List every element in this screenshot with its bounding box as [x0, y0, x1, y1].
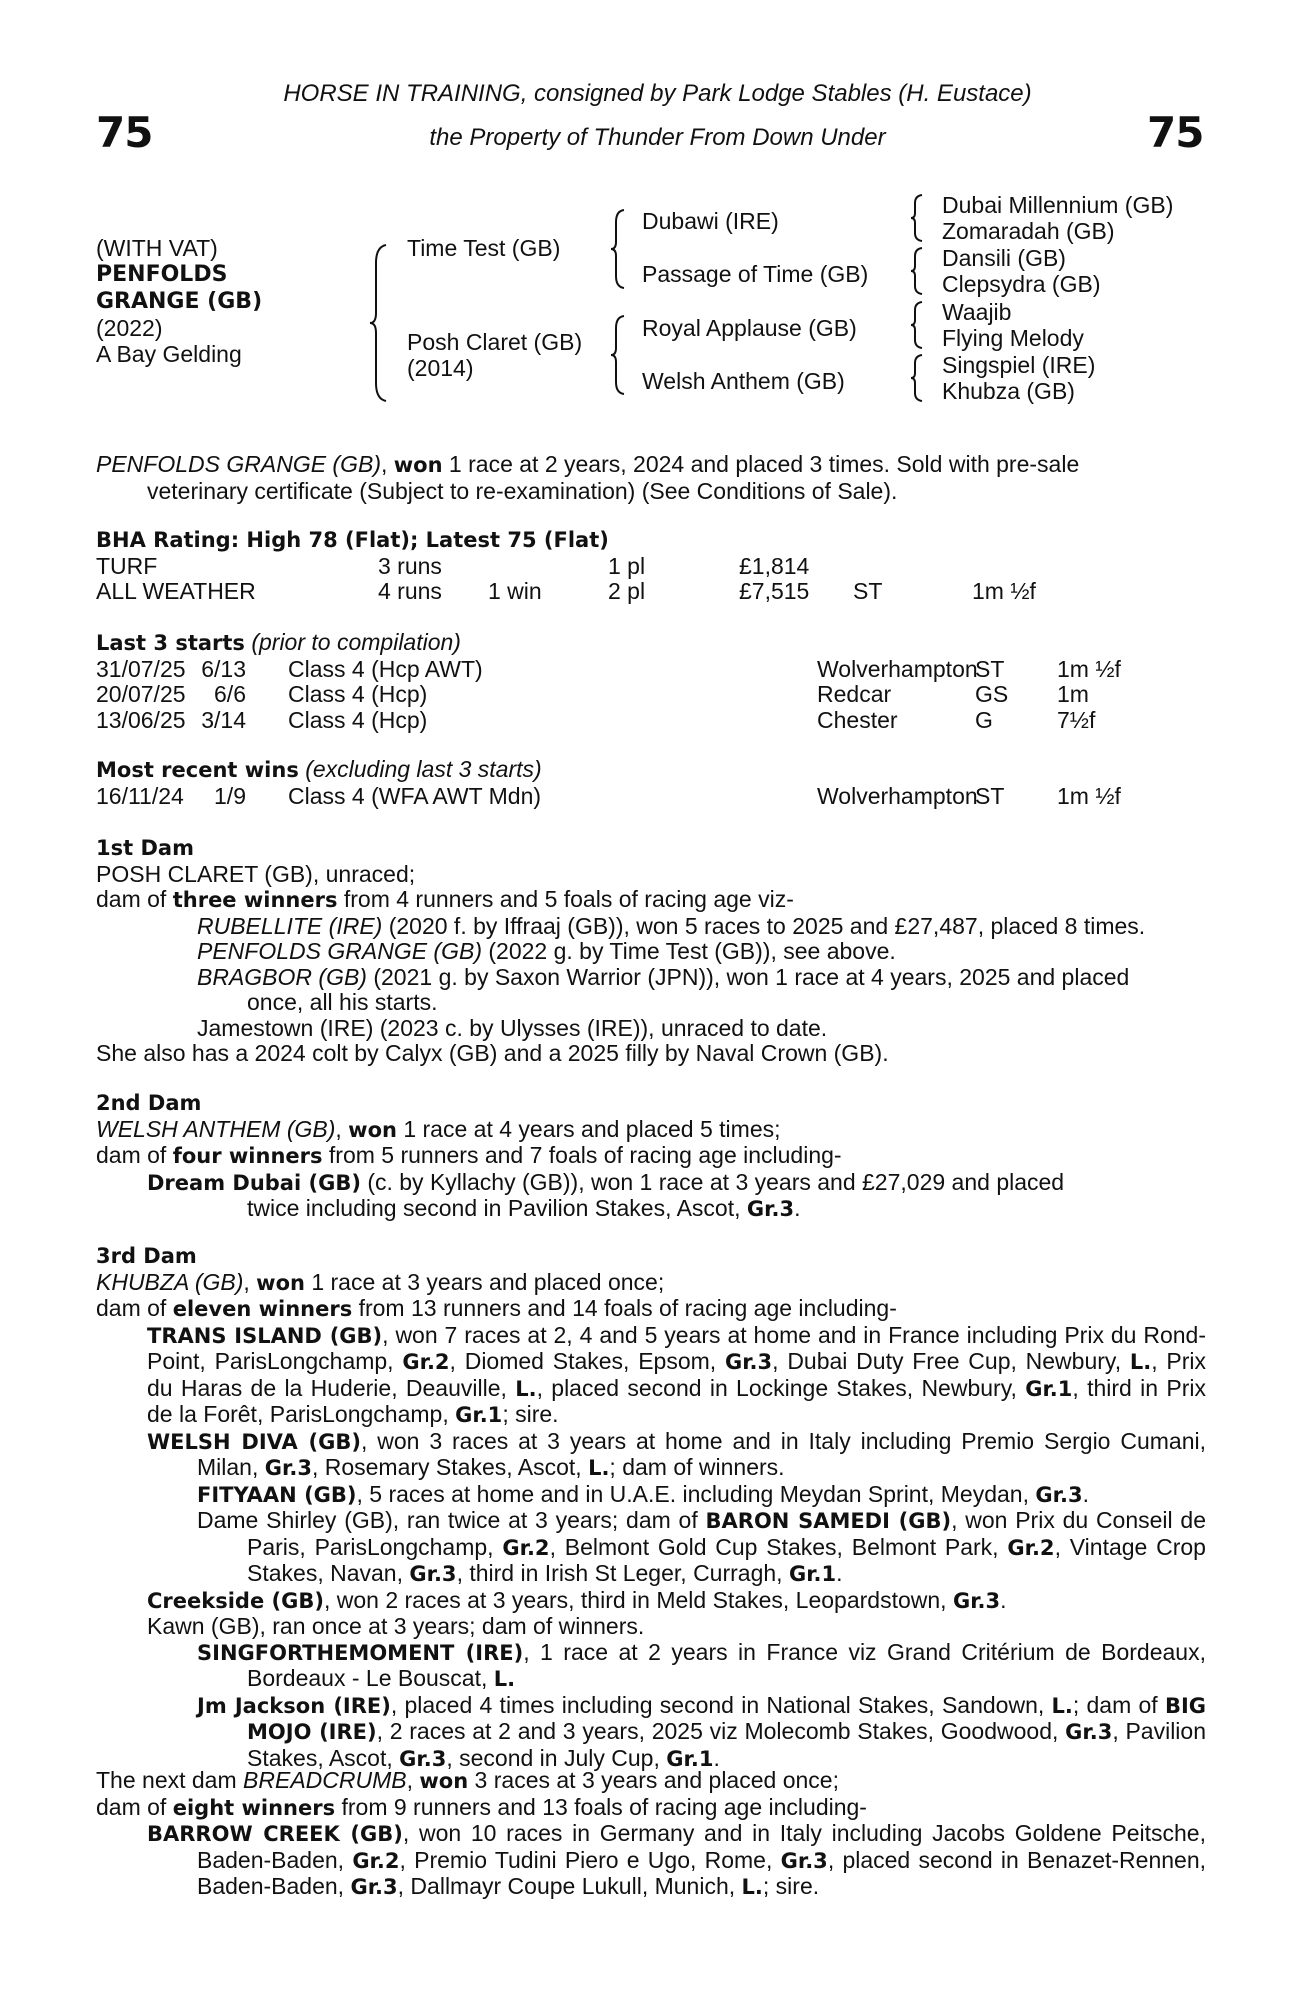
grade-label: L.	[1051, 1693, 1073, 1718]
winners-count: three winners	[172, 888, 338, 912]
progeny-text: , Rosemary Stakes, Ascot,	[311, 1454, 589, 1480]
progeny-trans-island	[96, 1323, 1206, 1429]
pedigree-brace-g4-2	[910, 246, 926, 296]
rating-surface: TURF	[96, 552, 158, 579]
progeny-text: , Premio Tudini Piero e Ugo, Rome,	[399, 1846, 781, 1873]
rating-runs: 4 runs	[378, 578, 442, 604]
dam-of-text: from 5 runners and 7 foals of racing age including-	[322, 1142, 842, 1168]
progeny-text: ; sire.	[762, 1873, 820, 1899]
progeny-name: BARROW CREEK (GB)	[147, 1822, 403, 1846]
first-dam-section	[96, 836, 1206, 1067]
progeny-jm-jackson	[96, 1693, 1206, 1773]
last-starts-section	[96, 630, 1206, 733]
progeny-text: (2020 f. by Iffraaj (GB)), won 5 races to 2025 and £27,487, placed 8 times.	[382, 912, 1146, 939]
progeny-text: ; dam of	[1072, 1691, 1165, 1718]
grade-label: Gr.3	[746, 1197, 795, 1221]
grade-label: Gr.3	[1035, 1482, 1083, 1507]
pedigree-brace-dam	[610, 314, 628, 396]
start-course: Redcar	[817, 681, 892, 707]
progeny-text: Dame Shirley (GB), ran twice at 3 years; dam of	[197, 1507, 706, 1533]
horse-name-line1: PENFOLDS	[96, 262, 228, 287]
start-distance: 1m ½f	[1057, 655, 1121, 682]
progeny-name: TRANS ISLAND (GB)	[147, 1323, 383, 1348]
progeny-text: , 5 races at home and in U.A.E. including Meydan Sprint, Meydan,	[356, 1480, 1036, 1507]
progeny-name: BARON SAMEDI (GB)	[705, 1509, 952, 1533]
progeny-text: , Dallmayr Coupe Lukull, Munich,	[397, 1873, 742, 1899]
punctuation: .	[713, 1744, 720, 1771]
progeny-text-cont: twice including second in Pavilion Stakes, Ascot,	[247, 1195, 747, 1221]
punctuation: .	[1082, 1480, 1089, 1507]
progeny-text: , won 2 races at 3 years, third in Meld Stakes, Leopardstown,	[323, 1586, 953, 1613]
first-dam-heading: 1st Dam	[96, 836, 194, 860]
start-race: Class 4 (Hcp)	[288, 681, 428, 707]
grade-label: L.	[588, 1456, 610, 1480]
win-date: 16/11/24	[96, 782, 184, 809]
rating-section	[96, 528, 1206, 605]
pedigree-sire-dam: Passage of Time (GB)	[642, 261, 869, 287]
progeny-text: , placed second in Benazet-Rennen, Baden-Baden,	[197, 1846, 1207, 1899]
start-position: 6/13	[201, 655, 246, 682]
progeny-text: , won 10 races in Germany and in Italy including Jacobs Goldene Peitsche, Baden-Baden,	[197, 1820, 1206, 1873]
third-dam-heading: 3rd Dam	[96, 1244, 197, 1268]
pedigree-dam: Posh Claret (GB)	[407, 329, 583, 355]
rating-prize: £1,814	[739, 552, 810, 579]
punctuation: .	[1000, 1586, 1007, 1613]
recent-wins-note: (excluding last 3 starts)	[305, 756, 542, 782]
recent-wins-section	[96, 757, 1206, 809]
progeny-text: , Vintage Crop Stakes, Navan,	[247, 1533, 1206, 1586]
grade-label: Gr.3	[409, 1562, 457, 1586]
progeny-text: , 1 race at 2 years in France viz Grand Critérium de Bordeaux, Bordeaux - Le Bouscat,	[247, 1638, 1206, 1691]
progeny-barrow-creek	[96, 1821, 1206, 1901]
progeny-text: ; dam of winners.	[609, 1454, 785, 1480]
progeny-text: , third in Irish St Leger, Curragh,	[456, 1560, 789, 1586]
win-position: 1/9	[214, 782, 246, 809]
grade-label: L.	[1129, 1350, 1152, 1374]
punctuation: .	[794, 1195, 801, 1221]
third-dam-text: 1 race at 3 years and placed once;	[304, 1268, 665, 1295]
progeny-text: , won 7 races at 2, 4 and 5 years at home and in France including	[382, 1321, 1058, 1348]
start-going: GS	[975, 681, 1009, 707]
progeny-text: , second in July Cup,	[446, 1744, 667, 1771]
summary-horse-name: PENFOLDS GRANGE (GB)	[96, 451, 381, 477]
start-distance: 7½f	[1057, 706, 1096, 733]
grade-label: Gr.3	[264, 1456, 312, 1480]
vat-note: (WITH VAT)	[96, 235, 218, 261]
start-row	[96, 657, 1206, 683]
progeny-name: BRAGBOR (GB)	[197, 963, 367, 990]
horse-name-line2: GRANGE (GB)	[96, 289, 263, 314]
win-row	[96, 784, 1206, 810]
progeny-text: , won Prix du Conseil de Paris, ParisLongchamp,	[247, 1507, 1207, 1560]
progeny-name: Creekside (GB)	[147, 1588, 324, 1613]
pedigree-brace-g4-3	[910, 300, 926, 350]
grade-label: Gr.2	[502, 1535, 550, 1560]
progeny-name: Dream Dubai (GB)	[147, 1170, 361, 1195]
summary-text: 1 race at 2 years, 2024 and placed 3 times. Sold with pre-sale	[442, 451, 1080, 477]
pedigree-dam-sire: Royal Applause (GB)	[642, 315, 857, 341]
progeny-text: , Dubai Duty Free Cup, Newbury,	[772, 1348, 1130, 1374]
progeny-name: FITYAAN (GB)	[197, 1482, 357, 1507]
next-dam-section	[96, 1768, 1206, 1901]
dam-of-text: dam of	[96, 1295, 173, 1321]
race-summary: PENFOLDS GRANGE (GB), won 1 race at 2 years, 2024 and placed 3 times. Sold with pre-sale veterinary certificate (Subject to re-examination) (See Conditions of Sale).	[96, 452, 1206, 504]
start-date: 20/07/25	[96, 681, 186, 707]
progeny-text: , placed second in Lockinge Stakes, Newbury,	[536, 1374, 1026, 1401]
second-dam-name: WELSH ANTHEM (GB)	[96, 1115, 336, 1142]
pedigree-g4-item: Waajib	[942, 299, 1012, 325]
winners-count: four winners	[172, 1144, 323, 1168]
start-row	[96, 682, 1206, 708]
win-distance: 1m ½f	[1057, 782, 1121, 809]
pedigree-g4-item: Dansili (GB)	[942, 245, 1066, 271]
pedigree-g4-item: Zomaradah (GB)	[942, 218, 1115, 244]
horse-year: (2022)	[96, 315, 163, 341]
won-label: won	[393, 453, 443, 477]
progeny-singforthemoment	[96, 1640, 1206, 1693]
pedigree-g4-item: Flying Melody	[942, 325, 1084, 351]
recent-wins-heading: Most recent wins	[96, 758, 299, 782]
first-dam-also: She also has a 2024 colt by Calyx (GB) and a 2025 filly by Naval Crown (GB).	[96, 1040, 889, 1066]
progeny-creekside	[96, 1588, 1206, 1615]
progeny-text: , Pavilion Stakes, Ascot,	[247, 1718, 1207, 1771]
pedigree-g4-item: Clepsydra (GB)	[942, 271, 1101, 297]
lot-number-right: 75	[1147, 108, 1204, 157]
start-position: 6/6	[214, 681, 246, 707]
rating-placed: 1 pl	[608, 552, 646, 579]
progeny-text: (2021 g. by Saxon Warrior (JPN)), won 1 race at 4 years, 2025 and placed	[366, 963, 1130, 990]
progeny-welsh-diva	[96, 1429, 1206, 1482]
lot-number-left: 75	[96, 108, 153, 157]
third-dam-section: 3rd Dam KHUBZA (GB), won 1 race at 3 years and placed once; dam of eleven winners from 13 runners and 14 foals of racing age including- TRANS ISLAND (GB), won 7 races at 2, 4 and 5 years at home and in France including Prix du Rond-Point, ParisLongchamp, Gr.2, Diomed Stakes, Epsom, Gr.3, Dubai Duty Free Cup, Newbury, L., Prix du Haras de la Huderie, Deauville, L., placed second in Lockinge Stakes, Newbury, Gr.1, third in Prix de la Forêt, ParisLongchamp, Gr.1; sire. WELSH DIVA (GB), won 3 races at 3 years at home and in Italy including Premio Sergio Cumani, Milan, Gr.3, Rosemary Stakes, Ascot, L.; dam of winners. FITYAAN (GB), 5 races at home and in U.A.E. including Meydan Sprint, Meydan, Gr.3. Dame Shirley (GB), ran twice at 3 years; dam of BARON SAMEDI (GB), won Prix du Conseil de Paris, ParisLongchamp, Gr.2, Belmont Gold Cup Stakes, Belmont Park, Gr.2, Vintage Crop Stakes, Navan, Gr.3, third in Irish St Leger, Curragh, Gr.1. Creekside (GB), won 2 races at 3 years, third in Meld Stakes, Leopardstown, Gr.3. Kawn (GB), ran once at 3 years; dam of winners. SINGFORTHEMOMENT (IRE), 1 race at 2 years in France viz Grand Critérium de Bordeaux, Bordeaux - Le Bouscat, L. Jm Jackson (IRE), placed 4 times including second in National Stakes, Sandown, L.; dam of BIG MOJO (IRE), 2 races at 2 and 3 years, 2025 viz Molecomb Stakes, Goodwood, Gr.3, Pavilion Stakes, Ascot, Gr.3, second in July Cup, Gr.1.	[96, 1244, 1207, 1771]
rating-wins: 1 win	[488, 578, 542, 604]
next-dam-name: BREADCRUMB	[243, 1767, 407, 1793]
consignment-line: HORSE IN TRAINING, consigned by Park Lodge Stables (H. Eustace)	[283, 80, 1032, 107]
grade-label: Gr.2	[402, 1350, 450, 1374]
pedigree-brace-g4-4	[910, 353, 926, 403]
pedigree-brace-main	[368, 243, 390, 403]
grade-label: Gr.3	[399, 1746, 447, 1771]
next-dam-text: The next dam	[96, 1767, 244, 1793]
grade-label: Gr.2	[352, 1848, 400, 1873]
progeny-text: , Diomed Stakes, Epsom,	[449, 1348, 725, 1374]
progeny-text: ; sire.	[502, 1401, 559, 1427]
grade-label: Gr.3	[780, 1848, 828, 1873]
rating-heading: BHA Rating: High 78 (Flat); Latest 75 (Flat)	[96, 528, 609, 552]
second-dam-section: 2nd Dam WELSH ANTHEM (GB), won 1 race at 4 years and placed 5 times; dam of four winners from 5 runners and 7 foals of racing age including- Dream Dubai (GB) (c. by Kyllachy (GB)), won 1 race at 3 years and £27,029 and placed twice including second in Pavilion Stakes, Ascot, Gr.3.	[96, 1091, 1206, 1223]
grade-label: L.	[493, 1667, 516, 1691]
start-course: Chester	[817, 706, 898, 733]
grade-label: Gr.1	[1025, 1376, 1073, 1401]
start-date: 31/07/25	[96, 655, 186, 682]
rating-row-all-weather	[96, 579, 1206, 605]
punctuation: ,	[406, 1767, 420, 1793]
grade-label: Gr.3	[724, 1350, 773, 1374]
rating-distance: 1m ½f	[972, 578, 1036, 604]
grade-label: Gr.1	[788, 1562, 837, 1586]
third-dam-name: KHUBZA (GB)	[96, 1268, 244, 1295]
pedigree-sire: Time Test (GB)	[407, 235, 561, 261]
grade-label: Gr.3	[952, 1588, 1001, 1613]
progeny-text: , Belmont Gold Cup Stakes, Belmont Park,	[549, 1533, 1008, 1560]
second-dam-heading: 2nd Dam	[96, 1091, 202, 1115]
progeny-dame-shirley	[96, 1508, 1206, 1588]
grade-label: Gr.3	[350, 1875, 398, 1899]
dam-of-text: from 4 runners and 5 foals of racing age viz-	[337, 886, 794, 912]
pedigree-brace-g4-1	[910, 193, 926, 243]
progeny-text: , won 3 races at 3 years at home and in Italy including Premio Sergio Cumani, Milan,	[197, 1427, 1206, 1480]
progeny-text: (2022 g. by Time Test (GB)), see above.	[481, 938, 896, 964]
pedigree-g4-item: Khubza (GB)	[942, 378, 1075, 404]
rating-surface: ALL WEATHER	[96, 578, 256, 604]
start-race: Class 4 (Hcp AWT)	[288, 655, 483, 682]
progeny-text: , 2 races at 2 and 3 years, 2025 viz Molecomb Stakes, Goodwood,	[376, 1718, 1066, 1744]
summary-text-cont: veterinary certificate (Subject to re-examination) (See Conditions of Sale).	[147, 477, 898, 504]
pedigree-dam-year: (2014)	[407, 355, 474, 381]
grade-label: Gr.3	[1065, 1720, 1113, 1744]
progeny-fityaan	[96, 1482, 1206, 1509]
first-dam-intro: POSH CLARET (GB), unraced;	[96, 860, 416, 887]
grade-label: Gr.2	[1007, 1535, 1055, 1560]
start-course: Wolverhampton	[817, 655, 978, 682]
progeny-text: Prix du Rond-Point, ParisLongchamp,	[147, 1321, 1206, 1374]
progeny-text: , Prix du Haras de la Huderie, Deauville,	[147, 1348, 1206, 1401]
rating-row-turf	[96, 554, 1206, 580]
start-distance: 1m	[1057, 681, 1089, 707]
horse-description: A Bay Gelding	[96, 341, 242, 367]
rating-runs: 3 runs	[378, 552, 442, 579]
won-label: won	[419, 1769, 469, 1793]
win-course: Wolverhampton	[817, 782, 978, 809]
second-dam-text: 1 race at 4 years and placed 5 times;	[396, 1115, 781, 1142]
start-going: G	[975, 706, 993, 733]
start-position: 3/14	[201, 706, 246, 733]
rating-going: ST	[853, 578, 883, 604]
rating-placed: 2 pl	[608, 578, 646, 604]
next-dam-text: 3 races at 3 years and placed once;	[468, 1767, 839, 1793]
progeny-text: , placed 4 times including second in National Stakes, Sandown,	[390, 1691, 1052, 1718]
grade-label: Gr.1	[666, 1746, 714, 1771]
pedigree-dam-dam: Welsh Anthem (GB)	[642, 368, 845, 394]
start-date: 13/06/25	[96, 706, 186, 733]
winners-count: eight winners	[172, 1795, 336, 1820]
pedigree-brace-sire	[610, 208, 628, 290]
dam-of-text: from 9 runners and 13 foals of racing age including-	[335, 1793, 867, 1820]
progeny-text: , third in Prix de la Forêt, ParisLongchamp,	[147, 1374, 1206, 1427]
progeny-name: PENFOLDS GRANGE (GB)	[197, 938, 482, 964]
progeny-text-cont: once, all his starts.	[247, 989, 438, 1015]
start-going: ST	[975, 655, 1005, 682]
progeny-name: BIG MOJO (IRE)	[247, 1693, 1207, 1744]
dam-of-text: dam of	[96, 886, 173, 912]
property-line: the Property of Thunder From Down Under	[429, 124, 886, 151]
last-starts-note: (prior to compilation)	[251, 629, 461, 655]
progeny-kawn: Kawn (GB), ran once at 3 years; dam of winners.	[147, 1613, 645, 1639]
progeny-name: SINGFORTHEMOMENT (IRE)	[197, 1640, 524, 1665]
pedigree-g4-item: Singspiel (IRE)	[942, 352, 1096, 378]
progeny-name: WELSH DIVA (GB)	[147, 1429, 361, 1454]
pedigree-sire-sire: Dubawi (IRE)	[642, 208, 779, 234]
progeny-text: (c. by Kyllachy (GB)), won 1 race at 3 years and £27,029 and placed	[360, 1168, 1065, 1195]
grade-label: L.	[515, 1376, 537, 1401]
progeny-text: Jamestown (IRE) (2023 c. by Ulysses (IRE)), unraced to date.	[197, 1014, 828, 1041]
dam-of-text: dam of	[96, 1793, 173, 1820]
progeny-name: Jm Jackson (IRE)	[197, 1693, 391, 1718]
progeny-name: RUBELLITE (IRE)	[197, 912, 383, 939]
punctuation: .	[836, 1560, 843, 1586]
grade-label: L.	[741, 1875, 763, 1899]
dam-of-text: dam of	[96, 1142, 173, 1168]
won-label: won	[256, 1270, 305, 1295]
win-race: Class 4 (WFA AWT Mdn)	[288, 782, 542, 809]
start-row	[96, 708, 1206, 734]
won-label: won	[348, 1117, 397, 1142]
pedigree-g4-item: Dubai Millennium (GB)	[942, 192, 1174, 218]
win-going: ST	[975, 782, 1005, 809]
winners-count: eleven winners	[172, 1297, 353, 1321]
dam-of-text: from 13 runners and 14 foals of racing age including-	[352, 1295, 897, 1321]
grade-label: Gr.1	[455, 1403, 503, 1427]
last-starts-heading: Last 3 starts	[96, 631, 245, 655]
rating-prize: £7,515	[739, 578, 810, 604]
start-race: Class 4 (Hcp)	[288, 706, 428, 733]
